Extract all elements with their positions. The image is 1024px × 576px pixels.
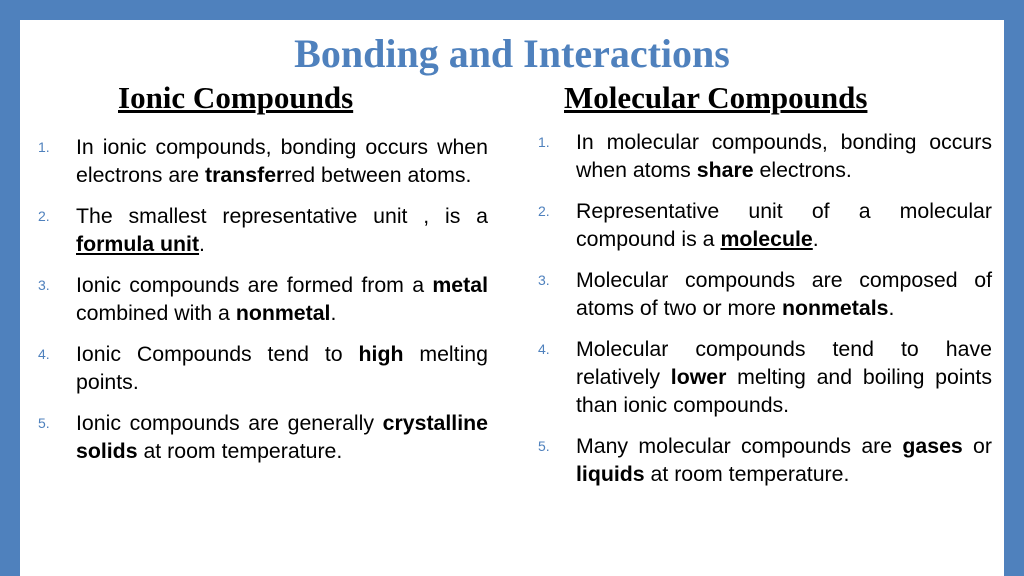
list-item (538, 432, 992, 488)
list-item (38, 340, 488, 396)
list-item (538, 197, 992, 253)
list-text: In ionic compounds, bonding occurs when electrons are transferred between atoms. (76, 135, 488, 187)
list-item (538, 266, 992, 322)
list-item (38, 202, 488, 258)
slide-title: Bonding and Interactions (294, 31, 730, 76)
list-text: In molecular compounds, bonding occurs when atoms share electrons. (576, 130, 992, 182)
list-number: 3. (38, 277, 50, 293)
list-item (38, 133, 488, 189)
list-item (38, 271, 488, 327)
molecular-list (538, 128, 992, 501)
ionic-list (38, 133, 488, 478)
slide (20, 20, 1004, 576)
list-text: Ionic Compounds tend to high melting points. (76, 342, 488, 394)
list-item (38, 409, 488, 465)
list-number: 2. (38, 208, 50, 224)
list-text: The smallest representative unit , is a formula unit. (76, 204, 488, 256)
list-number: 4. (38, 346, 50, 362)
molecular-heading: Molecular Compounds (564, 80, 868, 115)
list-number: 4. (538, 341, 550, 357)
list-text: Molecular compounds tend to have relatively lower melting and boiling points than ionic compounds. (576, 337, 993, 417)
list-text: Many molecular compounds are gases or liquids at room temperature. (576, 434, 992, 486)
list-number: 3. (538, 272, 550, 288)
list-number: 1. (38, 139, 50, 155)
list-text: Ionic compounds are generally crystalline solids at room temperature. (76, 411, 488, 463)
list-item (538, 128, 992, 184)
list-number: 2. (538, 203, 550, 219)
list-number: 5. (538, 438, 550, 454)
list-text: Molecular compounds are composed of atoms of two or more nonmetals. (576, 268, 992, 320)
list-item (538, 335, 992, 419)
list-text: Representative unit of a molecular compound is a molecule. (576, 199, 992, 251)
ionic-heading: Ionic Compounds (118, 80, 354, 115)
list-number: 1. (538, 134, 550, 150)
list-number: 5. (38, 415, 50, 431)
list-text: Ionic compounds are formed from a metal combined with a nonmetal. (76, 273, 488, 325)
